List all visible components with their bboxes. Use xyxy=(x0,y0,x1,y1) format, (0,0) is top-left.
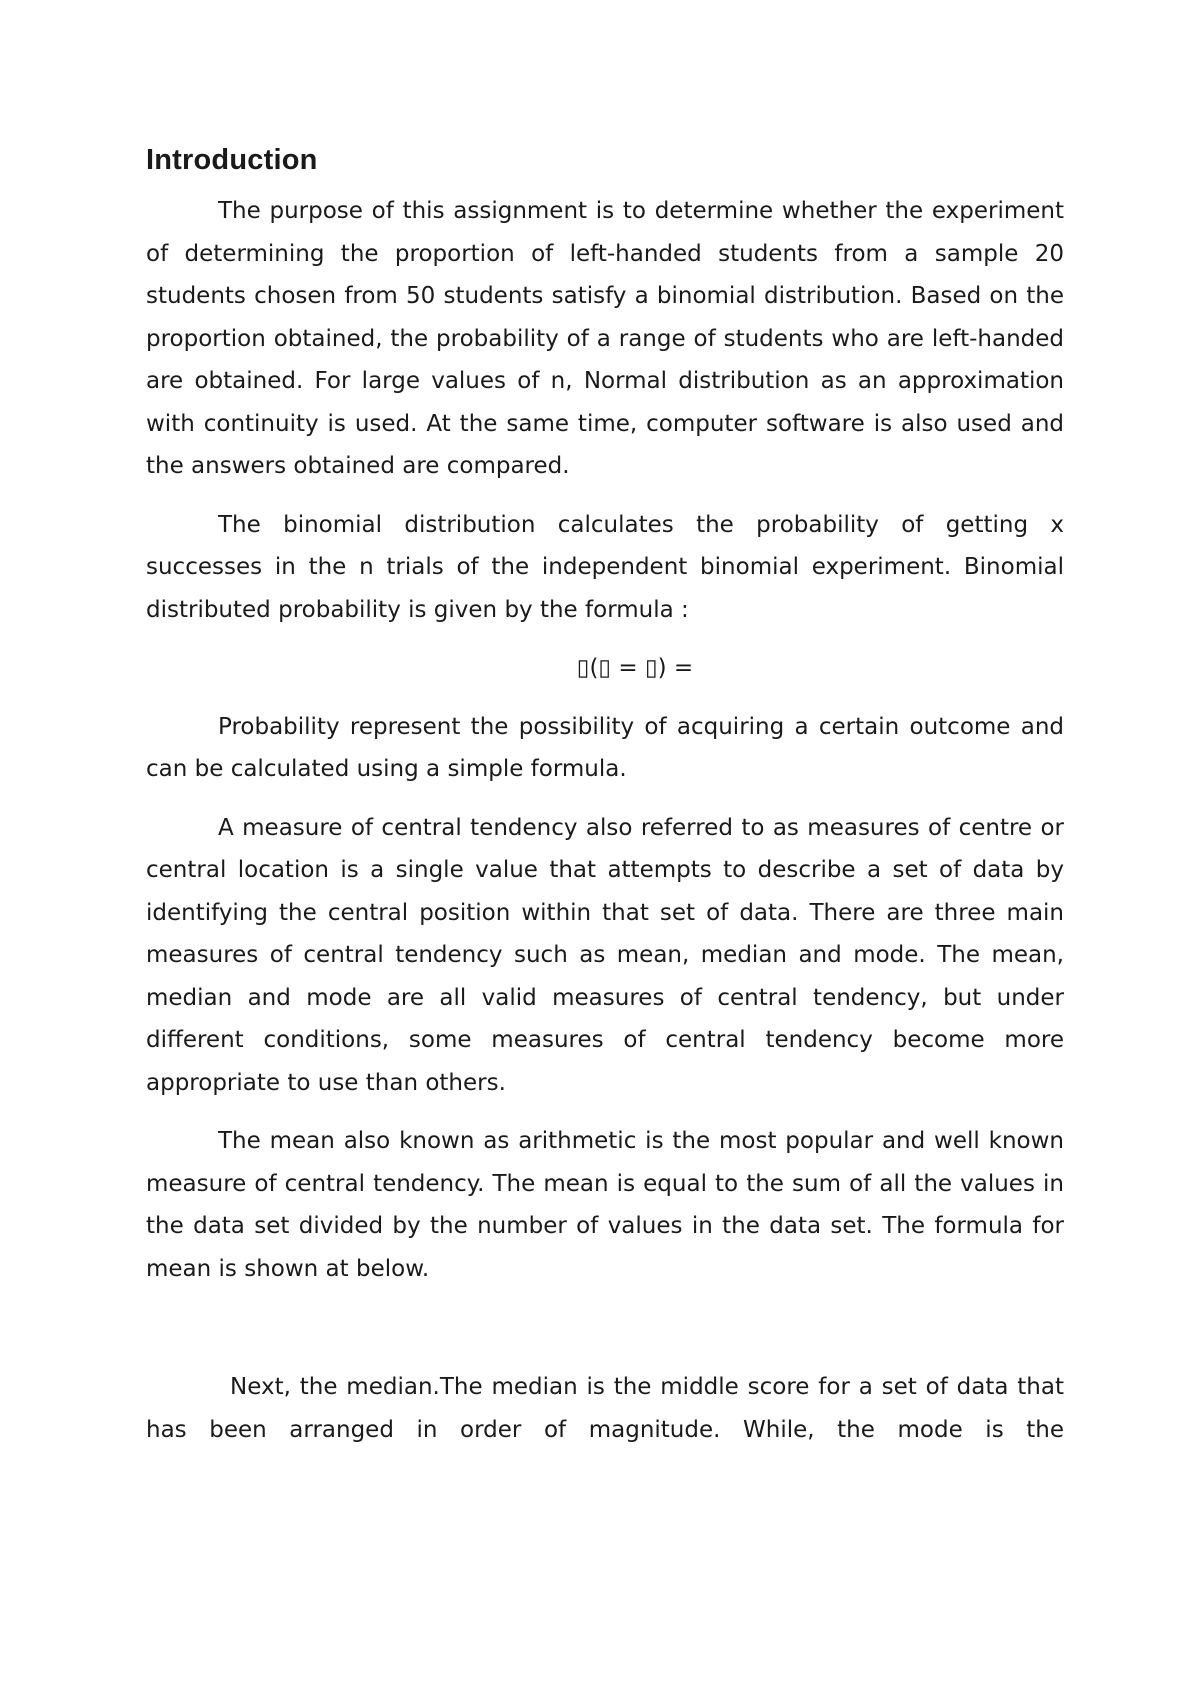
paragraph-purpose: The purpose of this assignment is to determine whether the experiment of determining the proportion of left-handed students from a sample 20 students chosen from 50 students satisfy a binomial distribution. Based on the proportion obtained, the probability of a range of students who are left-handed are obtained. For large values of n, Normal distribution as an approximation with continuity is used. At the same time, computer software is also used and the answers obtained are compared. xyxy=(146,198,1064,479)
paragraph-median: Next, the median.The median is the middle score for a set of data that has been arranged in order of magnitude. While, the mode is the xyxy=(146,1374,1064,1443)
heading-introduction: Introduction xyxy=(146,144,318,176)
paragraph-mean: The mean also known as arithmetic is the most popular and well known measure of central tendency. The mean is equal to the sum of all the values in the data set divided by the number of values in the data set. The formula for mean is shown at below. xyxy=(146,1128,1064,1282)
binomial-formula: ▯(▯ = ▯) = xyxy=(576,655,694,681)
paragraph-central-tendency: A measure of central tendency also referred to as measures of centre or central location is a single value that attempts to describe a set of data by identifying the central position within that set of data. There are three main measures of central tendency such as mean, median and mode. The mean, median and mode are all valid measures of central tendency, but under different conditions, some measures of central tendency become more appropriate to use than others. xyxy=(146,814,1064,1096)
formula-placeholder-space xyxy=(146,1306,1064,1366)
paragraph-binomial: The binomial distribution calculates the probability of getting x successes in the n trials of the independent binomial experiment. Binomial distributed probability is given by the formula : xyxy=(146,511,1064,623)
paragraph-probability: Probability represent the possibility of acquiring a certain outcome and can be calculated using a simple formula. xyxy=(146,713,1064,782)
document-page xyxy=(146,140,1064,1467)
